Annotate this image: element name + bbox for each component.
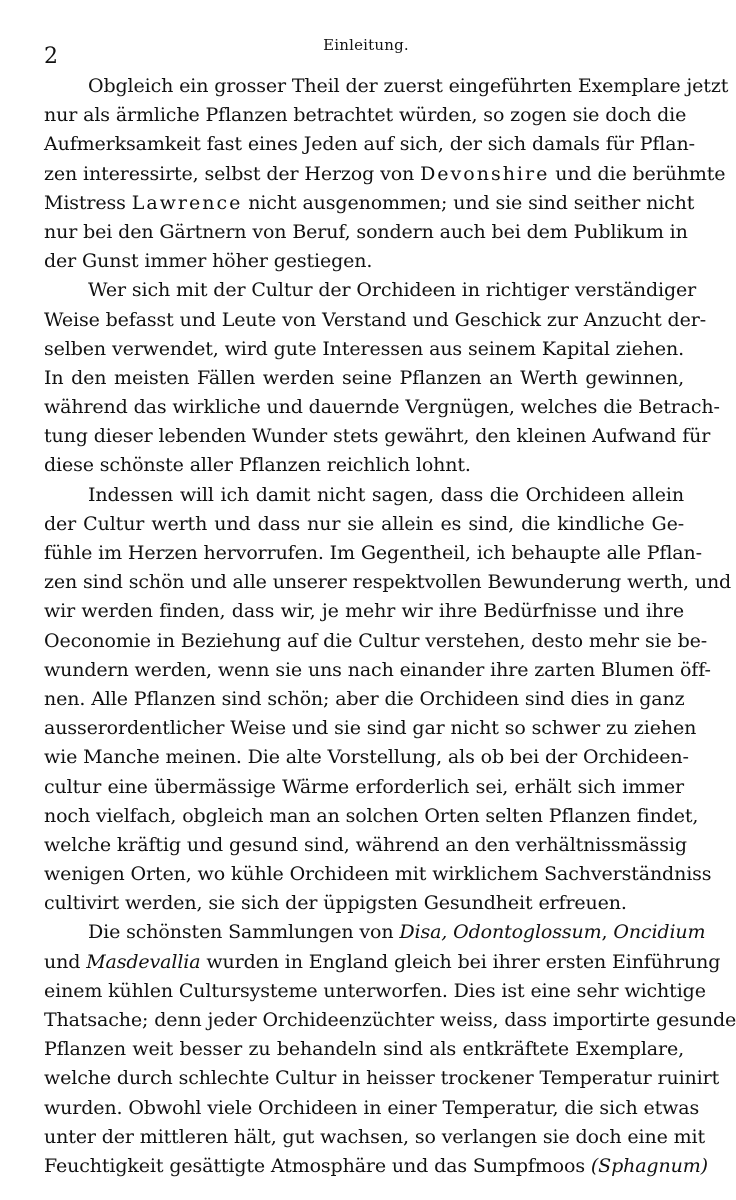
text-line: Obgleich ein grosser Theil der zuerst eingeführten Exemplare jetzt — [88, 75, 729, 97]
italic-term: (Sphagnum) — [590, 1154, 708, 1177]
text-line: einem kühlen Cultursysteme unterworfen. Dies ist eine sehr wichtige — [44, 979, 706, 1002]
text-line: wir werden finden, dass wir, je mehr wir ihre Bedürfnisse und ihre — [44, 600, 684, 623]
text-line: wundern werden, wenn sie uns nach einander ihre zarten Blumen öff- — [44, 658, 711, 681]
text-line: tung dieser lebenden Wunder stets gewährt, den kleinen Aufwand für — [44, 425, 711, 448]
italic-term: Oncidium — [613, 921, 706, 944]
text-line: Indessen will ich damit nicht sagen, dass die Orchideen allein — [88, 483, 684, 506]
text-line: wurden. Obwohl viele Orchideen in einer Temperatur, die sich etwas — [44, 1096, 700, 1119]
text-line — [44, 189, 695, 218]
text-line: während das wirkliche und dauernde Vergnügen, welches die Betrach- — [44, 396, 720, 419]
text-line: Weise befasst und Leute von Verstand und Geschick zur Anzucht der- — [44, 308, 706, 331]
text-line — [44, 160, 726, 189]
text-line: Pflanzen weit besser zu behandeln sind als entkräftete Exemplare, — [44, 1038, 684, 1061]
text-line: unter der mittleren hält, gut wachsen, so verlangen sie doch eine mit — [44, 1125, 706, 1148]
text-line: Wer sich mit der Cultur der Orchideen in richtiger verständiger — [88, 279, 697, 302]
page-number: 2 — [44, 44, 58, 69]
italic-term: Odontoglossum — [453, 921, 602, 944]
text-line — [44, 948, 721, 977]
text-line: wie Manche meinen. Die alte Vorstellung, als ob bei der Orchideen- — [44, 746, 689, 769]
text-line: wenigen Orten, wo kühle Orchideen mit wirklichem Sachverständniss — [44, 863, 712, 886]
italic-term: Disa, — [399, 921, 448, 944]
text-line: nur als ärmliche Pflanzen betrachtet würden, so zogen sie doch die — [44, 104, 687, 127]
page-header — [44, 24, 688, 72]
text-line: nen. Alle Pflanzen sind schön; aber die Orchideen sind dies in ganz — [44, 687, 685, 710]
text-line: noch vielfach, obgleich man an solchen Orten selten Pflanzen findet, — [44, 804, 699, 827]
text-segment: Feuchtigkeit gesättigte Atmosphäre und das Sumpfmoos — [44, 1154, 591, 1177]
spaced-name: Lawrence — [131, 191, 243, 214]
text-segment: nicht ausgenommen; und sie sind seither nicht — [242, 191, 695, 214]
text-line: zen sind schön und alle unserer respektvollen Bewunderung werth, und — [44, 571, 732, 594]
body-text — [44, 72, 736, 1181]
italic-term: Masdevallia — [86, 950, 201, 973]
text-line: cultur eine übermässige Wärme erforderlich sei, erhält sich immer — [44, 775, 684, 798]
text-line: selben verwendet, wird gute Interessen aus seinem Kapital ziehen. — [44, 337, 684, 360]
text-line: cultivirt werden, sie sich der üppigsten Gesundheit erfreuen. — [44, 892, 627, 915]
text-segment: und — [44, 950, 87, 973]
text-line: diese schönste aller Pflanzen reichlich lohnt. — [44, 454, 471, 477]
text-line: der Cultur werth und dass nur sie allein es sind, die kindliche Ge- — [44, 512, 684, 535]
text-segment: Mistress — [44, 191, 132, 214]
text-segment: , — [601, 921, 614, 944]
text-segment: Die schönsten Sammlungen von — [88, 921, 400, 944]
text-segment: wurden in England gleich bei ihrer ersten Einführung — [200, 950, 721, 973]
text-line: der Gunst immer höher gestiegen. — [44, 250, 373, 273]
text-line: Thatsache; denn jeder Orchideenzüchter weiss, dass importirte gesunde — [44, 1009, 736, 1031]
text-line: Aufmerksamkeit fast eines Jeden auf sich, der sich damals für Pflan- — [44, 133, 695, 156]
text-line: nur bei den Gärtnern von Beruf, sondern auch bei dem Publikum in — [44, 220, 688, 243]
running-head: Einleitung. — [323, 36, 409, 54]
text-line: ausserordentlicher Weise und sie sind gar nicht so schwer zu ziehen — [44, 717, 697, 740]
text-line: welche durch schlechte Cultur in heisser trockener Temperatur ruinirt — [44, 1067, 720, 1090]
text-segment: zen interessirte, selbst der Herzog von — [44, 162, 421, 185]
text-line — [44, 1152, 708, 1181]
text-line: fühle im Herzen hervorrufen. Im Gegentheil, ich behaupte alle Pflan- — [44, 542, 702, 564]
text-line — [44, 918, 706, 947]
text-line: welche kräftig und gesund sind, während an den verhältnissmässig — [44, 833, 687, 856]
text-segment: und die berühmte — [549, 162, 726, 185]
spaced-name: Devonshire — [420, 162, 550, 185]
text-line: In den meisten Fällen werden seine Pflanzen an Werth gewinnen, — [44, 366, 684, 389]
text-line: Oeconomie in Beziehung auf die Cultur verstehen, desto mehr sie be- — [44, 629, 708, 652]
